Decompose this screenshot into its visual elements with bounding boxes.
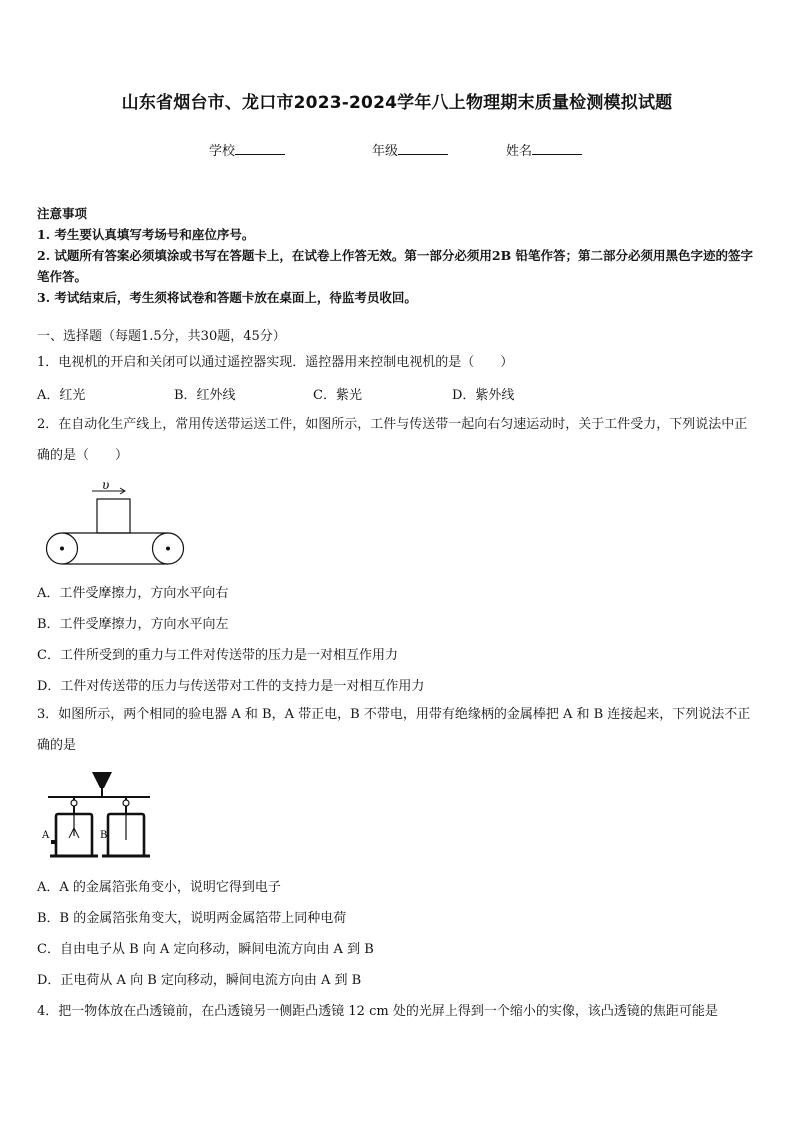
school-field [209, 140, 285, 159]
question-3-option-b: B．B 的金属箔张角变大，说明两金属箔带上同种电荷 [37, 911, 347, 926]
conveyor-belt-figure [40, 476, 190, 572]
electroscope-a-label: A [42, 830, 50, 841]
electroscope-b [102, 797, 150, 856]
question-2-option-d: D．工件对传送带的压力与传送带对工件的支持力是一对相互作用力 [37, 679, 425, 694]
question-1-option-a: A．红光 [37, 388, 86, 403]
name-label: 姓名 [506, 144, 533, 159]
section-heading: 一、选择题（每题1.5分，共30题，45分） [37, 329, 286, 344]
school-blank [235, 142, 285, 155]
question-1-option-b: B．红外线 [174, 388, 236, 403]
insulated-handle [92, 772, 112, 788]
left-pulley-axle [60, 547, 64, 551]
question-3-option-a: A．A 的金属箔张角变小，说明它得到电子 [37, 880, 281, 895]
question-2-stem: 2．在自动化生产线上，常用传送带运送工件，如图所示，工件与传送带一起向右匀速运动时，关于工件受力，下列说法中正确的是（ ） [37, 417, 748, 463]
notice-heading: 注意事项 [37, 206, 88, 221]
question-1-option-c: C．紫光 [313, 388, 362, 403]
question-2-option-c: C．工件所受到的重力与工件对传送带的压力是一对相互作用力 [37, 648, 398, 663]
right-pulley-axle [166, 547, 170, 551]
velocity-label: υ [102, 478, 110, 492]
name-blank [532, 142, 582, 155]
notice-item: 1. 考生要认真填写考场号和座位序号。 [37, 227, 255, 242]
notice-block [37, 203, 759, 308]
grade-blank [398, 142, 448, 155]
question-2-option-a: A．工件受摩擦力，方向水平向右 [37, 586, 229, 601]
electroscope-a [50, 797, 98, 856]
question-3-option-d: D．正电荷从 A 向 B 定向移动，瞬间电流方向由 A 到 B [37, 973, 362, 988]
grade-label: 年级 [372, 144, 399, 159]
grade-field [372, 140, 448, 159]
question-2-option-b: B．工件受摩擦力，方向水平向左 [37, 617, 229, 632]
page-title: 山东省烟台市、龙口市2023-2024学年八上物理期末质量检测模拟试题 [121, 93, 673, 113]
notice-item: 2. 试题所有答案必须填涂或书写在答题卡上，在试卷上作答无效。第一部分必须用2B 铅笔作答；第二部分必须用黑色字迹的签字笔作答。 [37, 248, 754, 284]
workpiece-box [97, 499, 130, 533]
electroscope-b-label: B [100, 830, 108, 841]
notice-item: 3. 考试结束后，考生须将试卷和答题卡放在桌面上，待监考员收回。 [37, 290, 417, 305]
question-4-stem: 4．把一物体放在凸透镜前，在凸透镜另一侧距凸透镜 12 cm 处的光屏上得到一个缩小的实像，该凸透镜的焦距可能是 [37, 1004, 718, 1019]
electroscope-figure [40, 770, 160, 862]
name-field [506, 140, 582, 159]
question-3-stem: 3．如图所示，两个相同的验电器 A 和 B，A 带正电，B 不带电，用带有绝缘柄的金属棒把 A 和 B 连接起来，下列说法不正确的是 [37, 707, 751, 753]
question-3-option-c: C．自由电子从 B 向 A 定向移动，瞬间电流方向由 A 到 B [37, 942, 374, 957]
school-label: 学校 [209, 144, 236, 159]
question-1-stem: 1．电视机的开启和关闭可以通过遥控器实现．遥控器用来控制电视机的是（ ） [37, 355, 514, 370]
question-1-option-d: D．紫外线 [452, 388, 515, 403]
